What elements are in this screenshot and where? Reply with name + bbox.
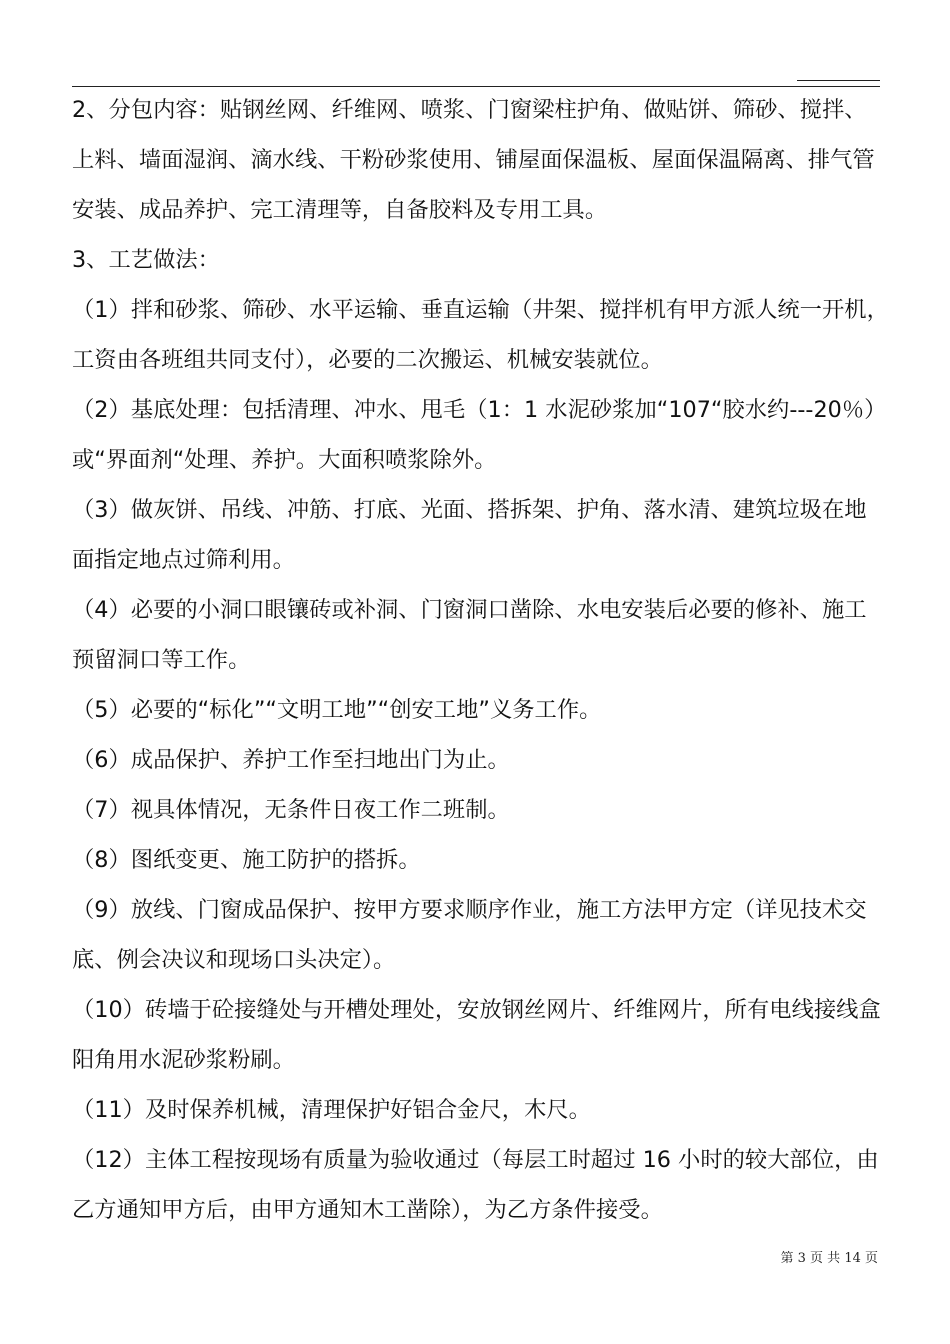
text-line: 或“界面剂“处理、养护。大面积喷浆除外。: [72, 447, 497, 473]
text-line: 阳角用水泥砂浆粉刷。: [72, 1047, 295, 1073]
text-line: 工资由各班组共同支付），必要的二次搬运、机械安装就位。: [72, 347, 663, 373]
text-line: （8）图纸变更、施工防护的搭拆。: [72, 847, 421, 873]
page-number: 第 3 页 共 14 页: [780, 1251, 878, 1266]
text-line: 2、分包内容：贴钢丝网、纤维网、喷浆、门窗梁柱护角、做贴饼、筛砂、搅拌、: [72, 97, 867, 123]
text-line: （11）及时保养机械，清理保护好铝合金尺，木尺。: [72, 1097, 591, 1123]
text-line: （6）成品保护、养护工作至扫地出门为止。: [72, 747, 510, 773]
section-heading: 3、工艺做法：: [72, 247, 220, 273]
text-line: 安装、成品养护、完工清理等，自备胶料及专用工具。: [72, 197, 608, 223]
text-line: （10）砖墙于砼接缝处与开槽处理处，安放钢丝网片、纤维网片，所有电线接线盒: [72, 997, 881, 1023]
text-line: （9）放线、门窗成品保护、按甲方要求顺序作业，施工方法甲方定（详见技术交: [72, 897, 867, 923]
document-body: [72, 85, 889, 1235]
text-line: （12）主体工程按现场有质量为验收通过（每层工时超过 16 小时的较大部位，由: [72, 1147, 879, 1173]
text-line: （4）必要的小洞口眼镶砖或补洞、门窗洞口凿除、水电安装后必要的修补、施工: [72, 597, 867, 623]
text-line: 上料、墙面湿润、滴水线、干粉砂浆使用、铺屋面保温板、屋面保温隔离、排气管: [72, 147, 875, 173]
text-line: （5）必要的“标化”“文明工地”“创安工地”义务工作。: [72, 697, 602, 723]
text-line: （1）拌和砂浆、筛砂、水平运输、垂直运输（井架、搅拌机有甲方派人统一开机，: [72, 297, 889, 323]
text-line: 预留洞口等工作。: [72, 647, 251, 673]
text-line: 乙方通知甲方后，由甲方通知木工凿除），为乙方条件接受。: [72, 1197, 663, 1223]
text-line: （2）基底处理：包括清理、冲水、甩毛（1：1 水泥砂浆加“107“胶水约---20％）: [72, 397, 887, 423]
text-line: 面指定地点过筛利用。: [72, 547, 295, 573]
header-top-mark: [797, 80, 880, 81]
text-line: （3）做灰饼、吊线、冲筋、打底、光面、搭拆架、护角、落水清、建筑垃圾在地: [72, 497, 867, 523]
text-line: （7）视具体情况，无条件日夜工作二班制。: [72, 797, 510, 823]
text-line: 底、例会决议和现场口头决定）。: [72, 947, 396, 973]
